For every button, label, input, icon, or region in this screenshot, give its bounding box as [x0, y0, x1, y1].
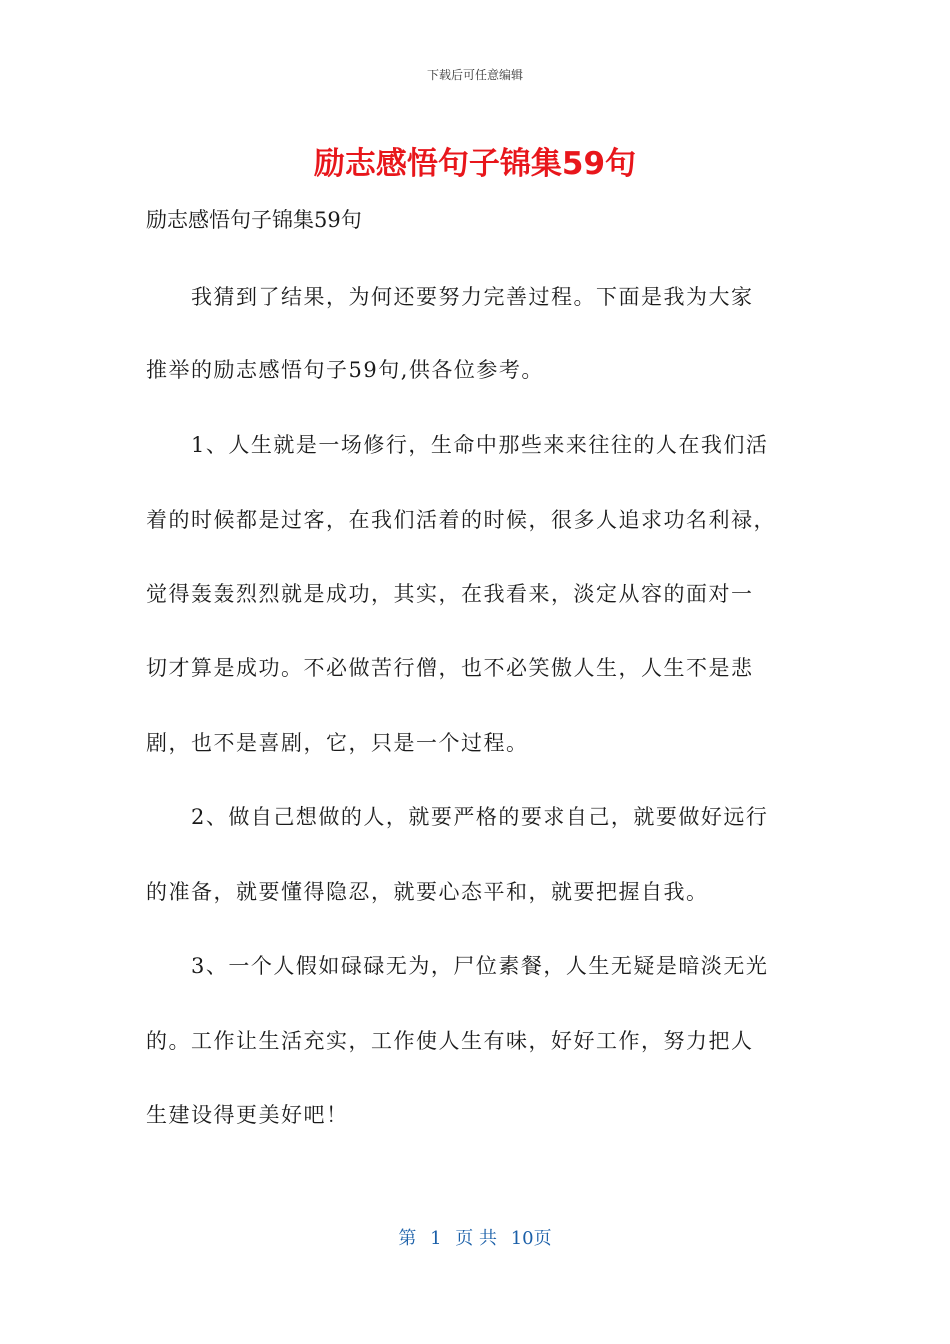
paragraph-line: 剧，也不是喜剧，它，只是一个过程。	[146, 731, 529, 755]
header-note: 下载后可任意编辑	[426, 68, 523, 82]
paragraph-line: 2、做自己想做的人，就要严格的要求自己，就要做好远行	[191, 805, 769, 829]
footer-total-pages: 10页	[510, 1228, 552, 1249]
paragraph-line: 推举的励志感悟句子59句,供各位参考。	[146, 358, 544, 382]
page-footer	[0, 1224, 950, 1250]
paragraph-line: 的。工作让生活充实，工作使人生有味，好好工作，努力把人	[146, 1029, 754, 1053]
paragraph-line: 1、人生就是一场修行，生命中那些来来往往的人在我们活	[191, 433, 769, 457]
paragraph-line: 的准备，就要懂得隐忍，就要心态平和，就要把握自我。	[146, 880, 709, 904]
paragraph-line: 着的时候都是过客，在我们活着的时候，很多人追求功名利禄，	[146, 508, 776, 532]
paragraph-line: 我猜到了结果，为何还要努力完善过程。下面是我为大家	[191, 285, 754, 309]
footer-page-number: 1	[430, 1228, 442, 1249]
footer-middle: 页 共	[455, 1228, 497, 1249]
paragraph-line: 3、一个人假如碌碌无为，尸位素餐，人生无疑是暗淡无光	[191, 954, 769, 978]
footer-prefix: 第	[398, 1228, 417, 1249]
paragraph-line: 生建设得更美好吧！	[146, 1103, 349, 1127]
paragraph-line: 切才算是成功。不必做苦行僧，也不必笑傲人生，人生不是悲	[146, 656, 754, 680]
document-title: 励志感悟句子锦集59句	[313, 146, 637, 182]
paragraph-line: 觉得轰轰烈烈就是成功，其实，在我看来，淡定从容的面对一	[146, 582, 754, 606]
document-subtitle: 励志感悟句子锦集59句	[146, 208, 362, 232]
